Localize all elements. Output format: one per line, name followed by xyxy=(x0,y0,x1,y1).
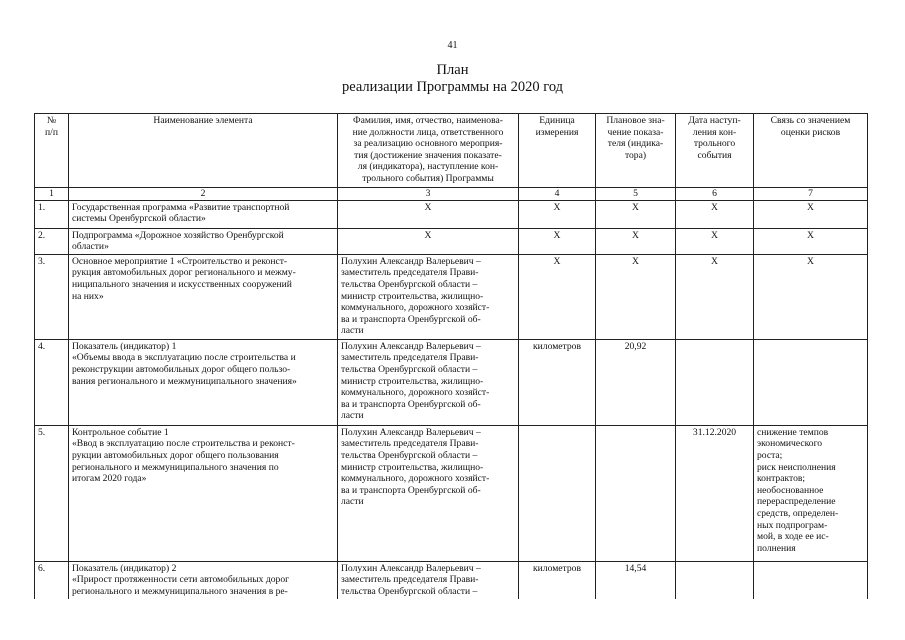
event-date-cell: X xyxy=(676,200,754,228)
element-name: Подпрограмма «Дорожное хозяйство Оренбургской области» xyxy=(69,228,338,254)
column-number: 5 xyxy=(596,188,676,201)
plan-value-cell: X xyxy=(596,254,676,339)
unit-cell: X xyxy=(519,200,596,228)
page-bottom-mask xyxy=(0,599,905,640)
table-row xyxy=(35,228,868,254)
row-number: 2. xyxy=(35,228,69,254)
row-number: 6. xyxy=(35,561,69,601)
risk-cell: X xyxy=(754,200,868,228)
document-title xyxy=(0,62,905,96)
column-number-row xyxy=(35,188,868,201)
responsible-cell: Полухин Александр Валерьевич – заместитель председателя Прави- тельства Оренбургской области – министр строительства, жилищно- коммунального, дорожного хозяйст- ва и транспорта Оренбургской об- ласти xyxy=(338,254,519,339)
table-header-row xyxy=(35,114,868,188)
header-unit: Единица измерения xyxy=(519,114,596,188)
unit-cell: X xyxy=(519,254,596,339)
header-risk-link: Связь со значением оценки рисков xyxy=(754,114,868,188)
risk-cell xyxy=(754,339,868,425)
unit-cell: километров xyxy=(519,339,596,425)
table-row xyxy=(35,254,868,339)
header-element-name: Наименование элемента xyxy=(69,114,338,188)
element-name: Государственная программа «Развитие транспортной системы Оренбургской области» xyxy=(69,200,338,228)
header-plan-value: Плановое зна- чение показа- теля (индика- тора) xyxy=(596,114,676,188)
event-date-cell: 31.12.2020 xyxy=(676,425,754,561)
page-number: 41 xyxy=(447,40,458,51)
responsible-cell: Полухин Александр Валерьевич – заместитель председателя Прави- тельства Оренбургской области – министр строительства, жилищно- коммунального, дорожного хозяйст- ва и транспорта Оренбургской об- ласти xyxy=(338,425,519,561)
risk-cell xyxy=(754,561,868,601)
plan-value-cell xyxy=(596,425,676,561)
title-line-1: План xyxy=(436,62,469,78)
header-event-date: Дата наступ- ления кон- трольного события xyxy=(676,114,754,188)
plan-table xyxy=(34,113,868,602)
plan-value-cell: 14,54 xyxy=(596,561,676,601)
event-date-cell: X xyxy=(676,254,754,339)
plan-value-cell: X xyxy=(596,200,676,228)
risk-cell: снижение темпов экономического роста; риск неисполнения контрактов; необоснованное перераспределение средств, определен- ных подпрограм- мой, в ходе ее ис- полнения xyxy=(754,425,868,561)
unit-cell: километров xyxy=(519,561,596,601)
table-row xyxy=(35,425,868,561)
table-row xyxy=(35,339,868,425)
row-number: 5. xyxy=(35,425,69,561)
row-number: 4. xyxy=(35,339,69,425)
element-name: Показатель (индикатор) 2 «Прирост протяженности сети автомобильных дорог регионального и межмуниципального значения в ре- xyxy=(69,561,338,601)
column-number: 6 xyxy=(676,188,754,201)
element-name: Контрольное событие 1 «Ввод в эксплуатацию после строительства и реконст- рукции автомобильных дорог общего пользования регионального и межмуниципального значения по итогам 2020 года» xyxy=(69,425,338,561)
title-line-2: реализации Программы на 2020 год xyxy=(341,79,564,95)
column-number: 7 xyxy=(754,188,868,201)
unit-cell: X xyxy=(519,228,596,254)
responsible-cell: Полухин Александр Валерьевич – заместитель председателя Прави- тельства Оренбургской области – министр строительства, жилищно- коммунального, дорожного хозяйст- ва и транспорта Оренбургской об- ласти xyxy=(338,339,519,425)
column-number: 2 xyxy=(69,188,338,201)
event-date-cell: X xyxy=(676,228,754,254)
element-name: Показатель (индикатор) 1 «Объемы ввода в эксплуатацию после строительства и реконструкции автомобильных дорог общего пользо- вания регионального и межмуниципального значения» xyxy=(69,339,338,425)
responsible-cell: X xyxy=(338,228,519,254)
row-number: 3. xyxy=(35,254,69,339)
responsible-cell: X xyxy=(338,200,519,228)
table-row xyxy=(35,200,868,228)
plan-value-cell: X xyxy=(596,228,676,254)
column-number: 1 xyxy=(35,188,69,201)
risk-cell: X xyxy=(754,228,868,254)
plan-value-cell: 20,92 xyxy=(596,339,676,425)
row-number: 1. xyxy=(35,200,69,228)
header-responsible: Фамилия, имя, отчество, наименова- ние должности лица, ответственного за реализацию основного мероприя- тия (достижение значения показате- ля (индикатора), наступление кон- трольного события) Программы xyxy=(338,114,519,188)
element-name: Основное мероприятие 1 «Строительство и реконст- рукция автомобильных дорог регионального и межму- ниципального значения и искусственных сооружений на них» xyxy=(69,254,338,339)
event-date-cell xyxy=(676,561,754,601)
column-number: 3 xyxy=(338,188,519,201)
column-number: 4 xyxy=(519,188,596,201)
table-row xyxy=(35,561,868,601)
risk-cell: X xyxy=(754,254,868,339)
responsible-cell: Полухин Александр Валерьевич – заместитель председателя Прави- тельства Оренбургской области – xyxy=(338,561,519,601)
event-date-cell xyxy=(676,339,754,425)
header-num: № п/п xyxy=(35,114,69,188)
unit-cell xyxy=(519,425,596,561)
